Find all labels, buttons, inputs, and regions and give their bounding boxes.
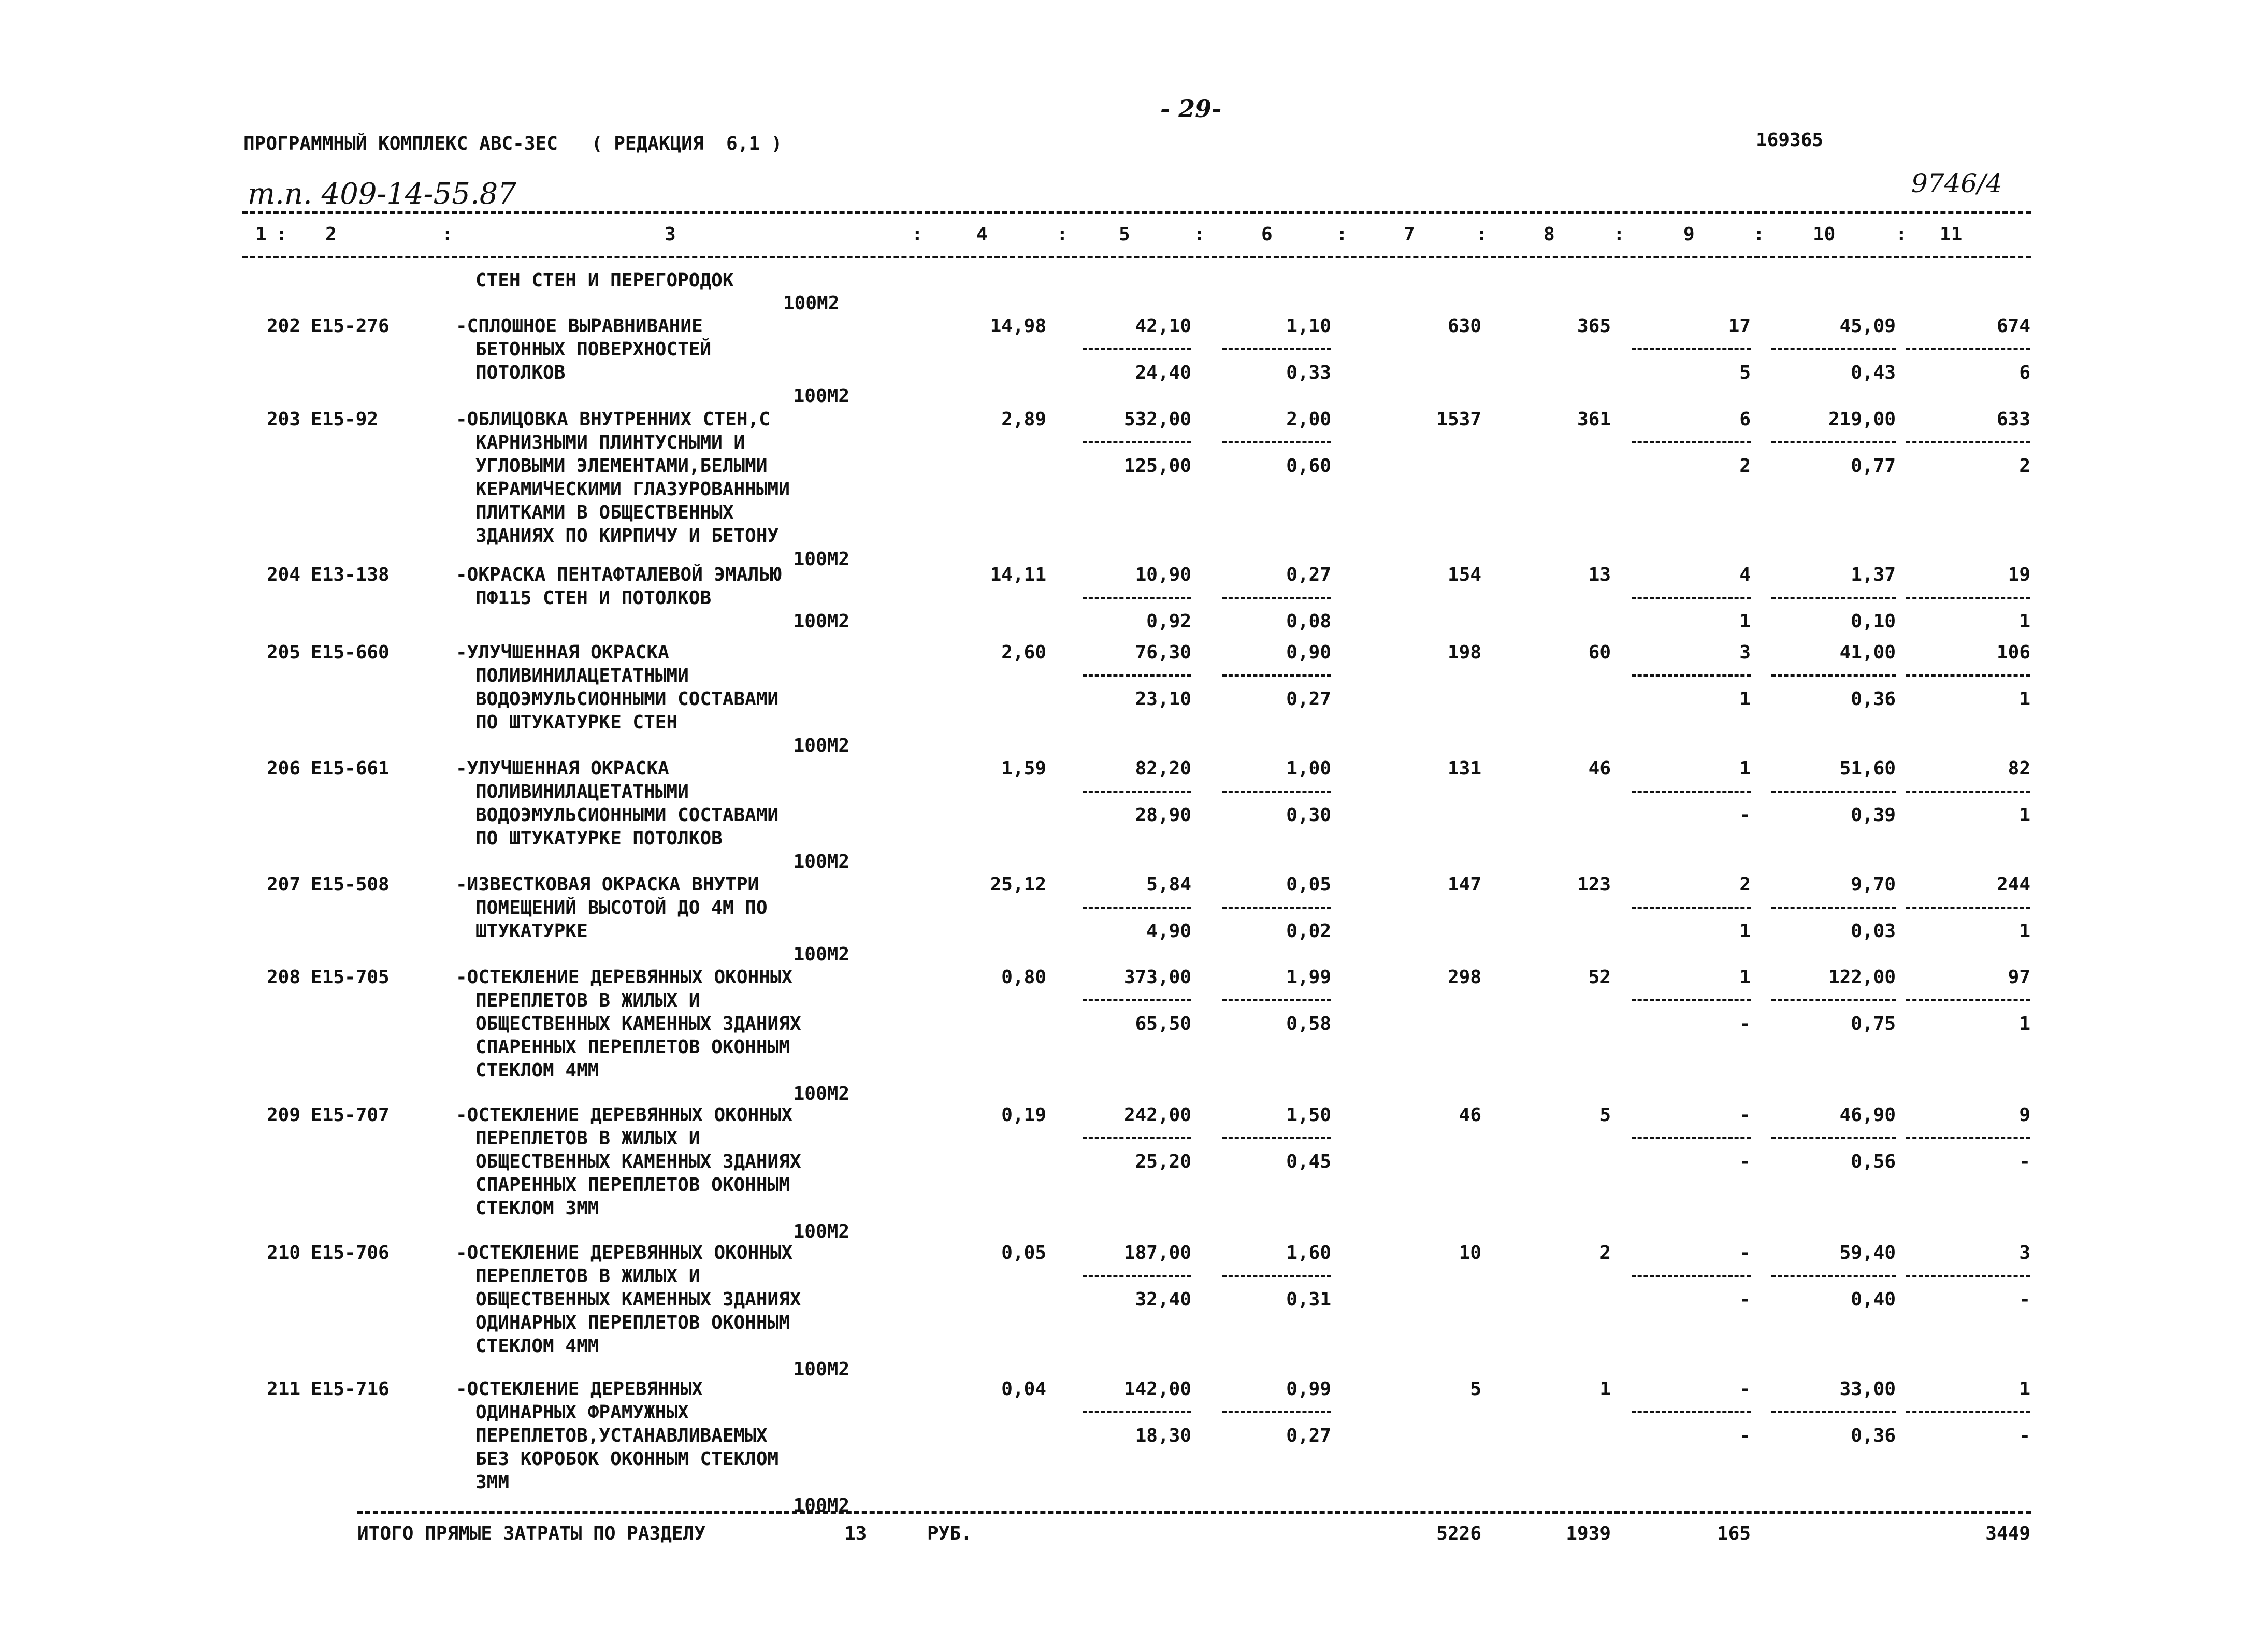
work-description-line: ПЕРЕПЛЕТОВ,УСТАНАВЛИВАЕМЫХ [475,1425,768,1446]
work-description-line: СПАРЕННЫХ ПЕРЕПЛЕТОВ ОКОННЫМ [475,1174,790,1196]
value-c10b: 0,77 [1851,455,1896,477]
measure-unit: 100М2 [793,735,849,756]
page-number: - 29- [1160,95,1222,123]
value-c9: - [1739,1242,1751,1263]
value-c10b: 0,40 [1851,1289,1896,1310]
value-c7: 1537 [1436,409,1481,430]
rate-code: Е13-138 [311,564,390,585]
row-number: 206 [266,758,300,779]
column-number: 8 [1544,224,1555,245]
subtotal-divider [1632,597,1751,599]
subtotal-divider [1222,597,1331,599]
value-c8: 365 [1577,315,1611,337]
value-c10: 59,40 [1839,1242,1896,1263]
value-c7: 198 [1447,642,1481,663]
totals-top-rule [357,1511,2031,1514]
rate-code: Е15-706 [311,1242,390,1263]
value-c8: 361 [1577,409,1611,430]
value-c7: 46 [1459,1104,1481,1126]
value-c5b: 4,90 [1146,921,1191,942]
value-c11: 19 [2008,564,2030,585]
column-number: 10 [1813,224,1836,245]
value-c11: 9 [2019,1104,2030,1126]
value-c4: 14,11 [990,564,1046,585]
column-number: 1 [255,224,267,245]
rate-code: Е15-661 [311,758,390,779]
subtotal-divider [1771,1411,1896,1413]
rate-code: Е15-92 [311,409,379,430]
value-c11b: 1 [2019,1013,2030,1035]
value-c10b: 0,56 [1851,1151,1896,1172]
row-number: 205 [266,642,300,663]
work-description-line: ОБЩЕСТВЕННЫХ КАМЕННЫХ ЗДАНИЯХ [475,1013,801,1035]
subtotal-divider [1771,791,1896,793]
work-description-line: БЕТОННЫХ ПОВЕРХНОСТЕЙ [475,339,712,360]
value-c5: 187,00 [1123,1242,1191,1263]
work-description-line: СТЕКЛОМ 4ММ [475,1335,599,1357]
subtotal-divider [1083,907,1191,909]
subtotal-divider [1083,674,1191,677]
value-c6: 0,99 [1286,1378,1331,1400]
row-number: 210 [266,1242,300,1263]
subtotal-divider [1771,1275,1896,1277]
subtotal-divider [1083,999,1191,1001]
value-c5b: 18,30 [1135,1425,1191,1446]
value-c10: 122,00 [1828,967,1896,988]
value-c11b: - [2019,1151,2030,1172]
row-number: 209 [266,1104,300,1126]
value-c10b: 0,36 [1851,688,1896,710]
value-c11: 633 [1996,409,2030,430]
rate-code: Е15-705 [311,967,390,988]
rate-code: Е15-707 [311,1104,390,1126]
value-c5b: 28,90 [1135,805,1191,826]
column-number: 6 [1261,224,1273,245]
value-c10b: 0,10 [1851,611,1896,632]
value-c9: 6 [1739,409,1751,430]
value-c4: 0,19 [1001,1104,1046,1126]
value-c11b: - [2019,1425,2030,1446]
value-c11b: 6 [2019,362,2030,383]
totals-col-7: 5226 [1436,1523,1481,1544]
value-c5: 532,00 [1123,409,1191,430]
column-separator: : [1613,224,1625,245]
value-c6b: 0,02 [1286,921,1331,942]
subtotal-divider [1222,1275,1331,1277]
work-description-line: -ИЗВЕСТКОВАЯ ОКРАСКА ВНУТРИ [456,874,759,895]
work-description-line: ПОМЕЩЕНИЙ ВЫСОТОЙ ДО 4М ПО [475,897,768,918]
work-description-line: -ОСТЕКЛЕНИЕ ДЕРЕВЯННЫХ ОКОННЫХ [456,967,793,988]
subtotal-divider [1632,1411,1751,1413]
subtotal-divider [1906,1137,2030,1139]
row-number: 208 [266,967,300,988]
value-c9: 17 [1728,315,1751,337]
subtotal-divider [1632,348,1751,350]
value-c9b: - [1739,805,1751,826]
value-c4: 2,60 [1001,642,1046,663]
work-description-line: -УЛУЧШЕННАЯ ОКРАСКА [456,642,669,663]
value-c10: 33,00 [1839,1378,1896,1400]
work-description-line: ПОТОЛКОВ [475,362,566,383]
value-c10: 51,60 [1839,758,1896,779]
value-c11b: 1 [2019,921,2030,942]
value-c10: 1,37 [1851,564,1896,585]
value-c8: 13 [1588,564,1611,585]
value-c4: 14,98 [990,315,1046,337]
value-c5: 373,00 [1123,967,1191,988]
value-c9b: - [1739,1013,1751,1035]
value-c6b: 0,30 [1286,805,1331,826]
work-description-line: ПЛИТКАМИ В ОБЩЕСТВЕННЫХ [475,502,734,523]
row-number: 202 [266,315,300,337]
value-c4: 0,04 [1001,1378,1046,1400]
column-number: 2 [325,224,337,245]
value-c11: 244 [1996,874,2030,895]
value-c10b: 0,39 [1851,805,1896,826]
value-c11: 97 [2008,967,2030,988]
measure-unit: 100М2 [793,385,849,407]
value-c6: 0,90 [1286,642,1331,663]
value-c9: - [1739,1378,1751,1400]
value-c5: 42,10 [1135,315,1191,337]
value-c6b: 0,45 [1286,1151,1331,1172]
work-description-line: ПО ШТУКАТУРКЕ СТЕН [475,712,678,733]
value-c7: 154 [1447,564,1481,585]
value-c5b: 65,50 [1135,1013,1191,1035]
column-number: 9 [1683,224,1695,245]
value-c9b: - [1739,1289,1751,1310]
value-c9b: 1 [1739,688,1751,710]
value-c8: 52 [1588,967,1611,988]
value-c6b: 0,33 [1286,362,1331,383]
column-number: 4 [976,224,988,245]
value-c9b: 1 [1739,921,1751,942]
value-c11: 674 [1996,315,2030,337]
totals-col-9: 165 [1717,1523,1751,1544]
value-c9: 4 [1739,564,1751,585]
header-bottom-rule [242,256,2031,258]
work-description-line: ОБЩЕСТВЕННЫХ КАМЕННЫХ ЗДАНИЯХ [475,1289,801,1310]
section-heading: СТЕН СТЕН И ПЕРЕГОРОДОК [475,270,734,291]
work-description-line: ПЕРЕПЛЕТОВ В ЖИЛЫХ И [475,1128,700,1149]
subtotal-divider [1906,791,2030,793]
work-description-line: 3ММ [475,1472,510,1493]
document-code: 169365 [1756,130,1824,151]
totals-label: ИТОГО ПРЯМЫЕ ЗАТРАТЫ ПО РАЗДЕЛУ [357,1523,705,1544]
value-c7: 10 [1459,1242,1481,1263]
work-description-line: СТЕКЛОМ 3ММ [475,1198,599,1219]
value-c9b: - [1739,1151,1751,1172]
work-description-line: ПФ115 СТЕН И ПОТОЛКОВ [475,587,712,609]
value-c6: 1,10 [1286,315,1331,337]
work-description-line: КЕРАМИЧЕСКИМИ ГЛАЗУРОВАННЫМИ [475,479,790,500]
column-number: 7 [1404,224,1415,245]
subtotal-divider [1632,907,1751,909]
value-c7: 298 [1447,967,1481,988]
work-description-line: -ОБЛИЦОВКА ВНУТРЕННИХ СТЕН,С [456,409,770,430]
value-c5: 5,84 [1146,874,1191,895]
subtotal-divider [1222,674,1331,677]
value-c5b: 24,40 [1135,362,1191,383]
section-unit: 100М2 [783,293,840,314]
work-description-line: -УЛУЧШЕННАЯ ОКРАСКА [456,758,669,779]
subtotal-divider [1906,907,2030,909]
work-description-line: ПОЛИВИНИЛАЦЕТАТНЫМИ [475,781,689,802]
measure-unit: 100М2 [793,549,849,570]
value-c6: 0,27 [1286,564,1331,585]
subtotal-divider [1083,791,1191,793]
column-separator: : [912,224,923,245]
work-description-line: ШТУКАТУРКЕ [475,921,588,942]
value-c10: 41,00 [1839,642,1896,663]
work-description-line: ПОЛИВИНИЛАЦЕТАТНЫМИ [475,665,689,686]
column-number: 5 [1119,224,1130,245]
value-c5b: 0,92 [1146,611,1191,632]
work-description-line: ОБЩЕСТВЕННЫХ КАМЕННЫХ ЗДАНИЯХ [475,1151,801,1172]
work-description-line: ОДИНАРНЫХ ФРАМУЖНЫХ [475,1402,689,1423]
work-description-line: -ОСТЕКЛЕНИЕ ДЕРЕВЯННЫХ ОКОННЫХ [456,1104,793,1126]
value-c11b: - [2019,1289,2030,1310]
column-separator: : [1753,224,1765,245]
header-top-rule [242,211,2031,214]
work-description-line: ЗДАНИЯХ ПО КИРПИЧУ И БЕТОНУ [475,525,779,547]
work-description-line: ОДИНАРНЫХ ПЕРЕПЛЕТОВ ОКОННЫМ [475,1312,790,1333]
value-c7: 147 [1447,874,1481,895]
value-c7: 5 [1470,1378,1481,1400]
value-c5: 242,00 [1123,1104,1191,1126]
value-c6b: 0,58 [1286,1013,1331,1035]
subtotal-divider [1632,791,1751,793]
program-title: ПРОГРАММНЫЙ КОМПЛЕКС АВС-ЗЕС ( РЕДАКЦИЯ 6,1 ) [243,133,783,154]
subtotal-divider [1771,441,1896,443]
value-c9: 3 [1739,642,1751,663]
work-description-line: -СПЛОШНОЕ ВЫРАВНИВАНИЕ [456,315,703,337]
rate-code: Е15-508 [311,874,390,895]
value-c4: 0,80 [1001,967,1046,988]
column-separator: : [1336,224,1348,245]
value-c6: 1,60 [1286,1242,1331,1263]
subtotal-divider [1632,1275,1751,1277]
column-separator: : [1896,224,1907,245]
value-c8: 5 [1599,1104,1611,1126]
value-c10: 45,09 [1839,315,1896,337]
subtotal-divider [1083,1411,1191,1413]
work-description-line: СТЕКЛОМ 4ММ [475,1060,599,1081]
value-c11: 106 [1996,642,2030,663]
value-c6: 0,05 [1286,874,1331,895]
subtotal-divider [1906,348,2030,350]
value-c5: 10,90 [1135,564,1191,585]
value-c5b: 23,10 [1135,688,1191,710]
value-c4: 2,89 [1001,409,1046,430]
subtotal-divider [1222,907,1331,909]
subtotal-divider [1083,441,1191,443]
measure-unit: 100М2 [793,611,849,632]
totals-col-11: 3449 [1985,1523,2030,1544]
work-description-line: -ОСТЕКЛЕНИЕ ДЕРЕВЯННЫХ ОКОННЫХ [456,1242,793,1263]
measure-unit: 100М2 [793,851,849,872]
value-c6: 1,99 [1286,967,1331,988]
value-c6: 1,00 [1286,758,1331,779]
subtotal-divider [1771,597,1896,599]
column-separator: : [276,224,287,245]
value-c5: 76,30 [1135,642,1191,663]
value-c6b: 0,60 [1286,455,1331,477]
subtotal-divider [1632,999,1751,1001]
value-c5b: 25,20 [1135,1151,1191,1172]
work-description-line: ПО ШТУКАТУРКЕ ПОТОЛКОВ [475,828,723,849]
value-c5b: 125,00 [1123,455,1191,477]
column-number: 3 [665,224,676,245]
value-c10: 219,00 [1828,409,1896,430]
column-separator: : [1057,224,1068,245]
value-c10: 9,70 [1851,874,1896,895]
subtotal-divider [1906,1411,2030,1413]
subtotal-divider [1906,999,2030,1001]
work-description-line: -ОСТЕКЛЕНИЕ ДЕРЕВЯННЫХ [456,1378,703,1400]
subtotal-divider [1222,791,1331,793]
column-separator: : [442,224,453,245]
value-c6b: 0,31 [1286,1289,1331,1310]
value-c11: 3 [2019,1242,2030,1263]
value-c5: 82,20 [1135,758,1191,779]
value-c8: 1 [1599,1378,1611,1400]
value-c9: 1 [1739,758,1751,779]
value-c9b: - [1739,1425,1751,1446]
work-description-line: ПЕРЕПЛЕТОВ В ЖИЛЫХ И [475,990,700,1011]
rate-code: Е15-716 [311,1378,390,1400]
column-number: 11 [1940,224,1963,245]
value-c4: 25,12 [990,874,1046,895]
value-c6: 1,50 [1286,1104,1331,1126]
subtotal-divider [1906,441,2030,443]
value-c10: 46,90 [1839,1104,1896,1126]
subtotal-divider [1083,1137,1191,1139]
totals-currency: РУБ. [927,1523,972,1544]
value-c5b: 32,40 [1135,1289,1191,1310]
row-number: 203 [266,409,300,430]
value-c6b: 0,08 [1286,611,1331,632]
measure-unit: 100М2 [793,944,849,965]
subtotal-divider [1771,674,1896,677]
subtotal-divider [1222,441,1331,443]
subtotal-divider [1906,1275,2030,1277]
subtotal-divider [1906,674,2030,677]
subtotal-divider [1083,1275,1191,1277]
subtotal-divider [1771,999,1896,1001]
subtotal-divider [1222,1411,1331,1413]
subtotal-divider [1632,674,1751,677]
subtotal-divider [1771,348,1896,350]
work-description-line: ВОДОЭМУЛЬСИОННЫМИ СОСТАВАМИ [475,805,779,826]
value-c7: 630 [1447,315,1481,337]
value-c11: 82 [2008,758,2030,779]
subtotal-divider [1083,597,1191,599]
subtotal-divider [1771,1137,1896,1139]
value-c9: 2 [1739,874,1751,895]
value-c9: 1 [1739,967,1751,988]
value-c9b: 5 [1739,362,1751,383]
value-c10b: 0,03 [1851,921,1896,942]
value-c11b: 1 [2019,688,2030,710]
subtotal-divider [1632,1137,1751,1139]
measure-unit: 100М2 [793,1359,849,1380]
value-c6: 2,00 [1286,409,1331,430]
subtotal-divider [1222,1137,1331,1139]
work-description-line: ПЕРЕПЛЕТОВ В ЖИЛЫХ И [475,1266,700,1287]
value-c8: 46 [1588,758,1611,779]
value-c10b: 0,75 [1851,1013,1896,1035]
work-description-line: БЕЗ КОРОБОК ОКОННЫМ СТЕКЛОМ [475,1448,779,1470]
value-c11b: 2 [2019,455,2030,477]
value-c7: 131 [1447,758,1481,779]
value-c8: 60 [1588,642,1611,663]
value-c4: 1,59 [1001,758,1046,779]
value-c10b: 0,43 [1851,362,1896,383]
work-description-line: СПАРЕННЫХ ПЕРЕПЛЕТОВ ОКОННЫМ [475,1037,790,1058]
value-c9b: 2 [1739,455,1751,477]
measure-unit: 100М2 [793,1221,849,1242]
work-description-line: ВОДОЭМУЛЬСИОННЫМИ СОСТАВАМИ [475,688,779,710]
value-c8: 2 [1599,1242,1611,1263]
subtotal-divider [1222,999,1331,1001]
handwritten-sheet-number: 9746/4 [1911,168,2002,198]
handwritten-project-number: т.п. 409-14-55.87 [248,177,516,211]
work-description-line: КАРНИЗНЫМИ ПЛИНТУСНЫМИ И [475,432,745,453]
value-c11: 1 [2019,1378,2030,1400]
subtotal-divider [1632,441,1751,443]
totals-section-number: 13 [844,1523,867,1544]
value-c10b: 0,36 [1851,1425,1896,1446]
value-c9: - [1739,1104,1751,1126]
rate-code: Е15-276 [311,315,390,337]
value-c8: 123 [1577,874,1611,895]
row-number: 207 [266,874,300,895]
column-separator: : [1476,224,1488,245]
row-number: 204 [266,564,300,585]
value-c9b: 1 [1739,611,1751,632]
rate-code: Е15-660 [311,642,390,663]
measure-unit: 100М2 [793,1495,849,1516]
measure-unit: 100М2 [793,1083,849,1104]
work-description-line: -ОКРАСКА ПЕНТАФТАЛЕВОЙ ЭМАЛЬЮ [456,564,782,585]
row-number: 211 [266,1378,300,1400]
totals-col-8: 1939 [1566,1523,1611,1544]
subtotal-divider [1771,907,1896,909]
value-c11b: 1 [2019,611,2030,632]
subtotal-divider [1906,597,2030,599]
work-description-line: УГЛОВЫМИ ЭЛЕМЕНТАМИ,БЕЛЫМИ [475,455,768,477]
value-c5: 142,00 [1123,1378,1191,1400]
value-c11b: 1 [2019,805,2030,826]
value-c6b: 0,27 [1286,688,1331,710]
value-c4: 0,05 [1001,1242,1046,1263]
subtotal-divider [1083,348,1191,350]
subtotal-divider [1222,348,1331,350]
value-c6b: 0,27 [1286,1425,1331,1446]
column-separator: : [1194,224,1205,245]
